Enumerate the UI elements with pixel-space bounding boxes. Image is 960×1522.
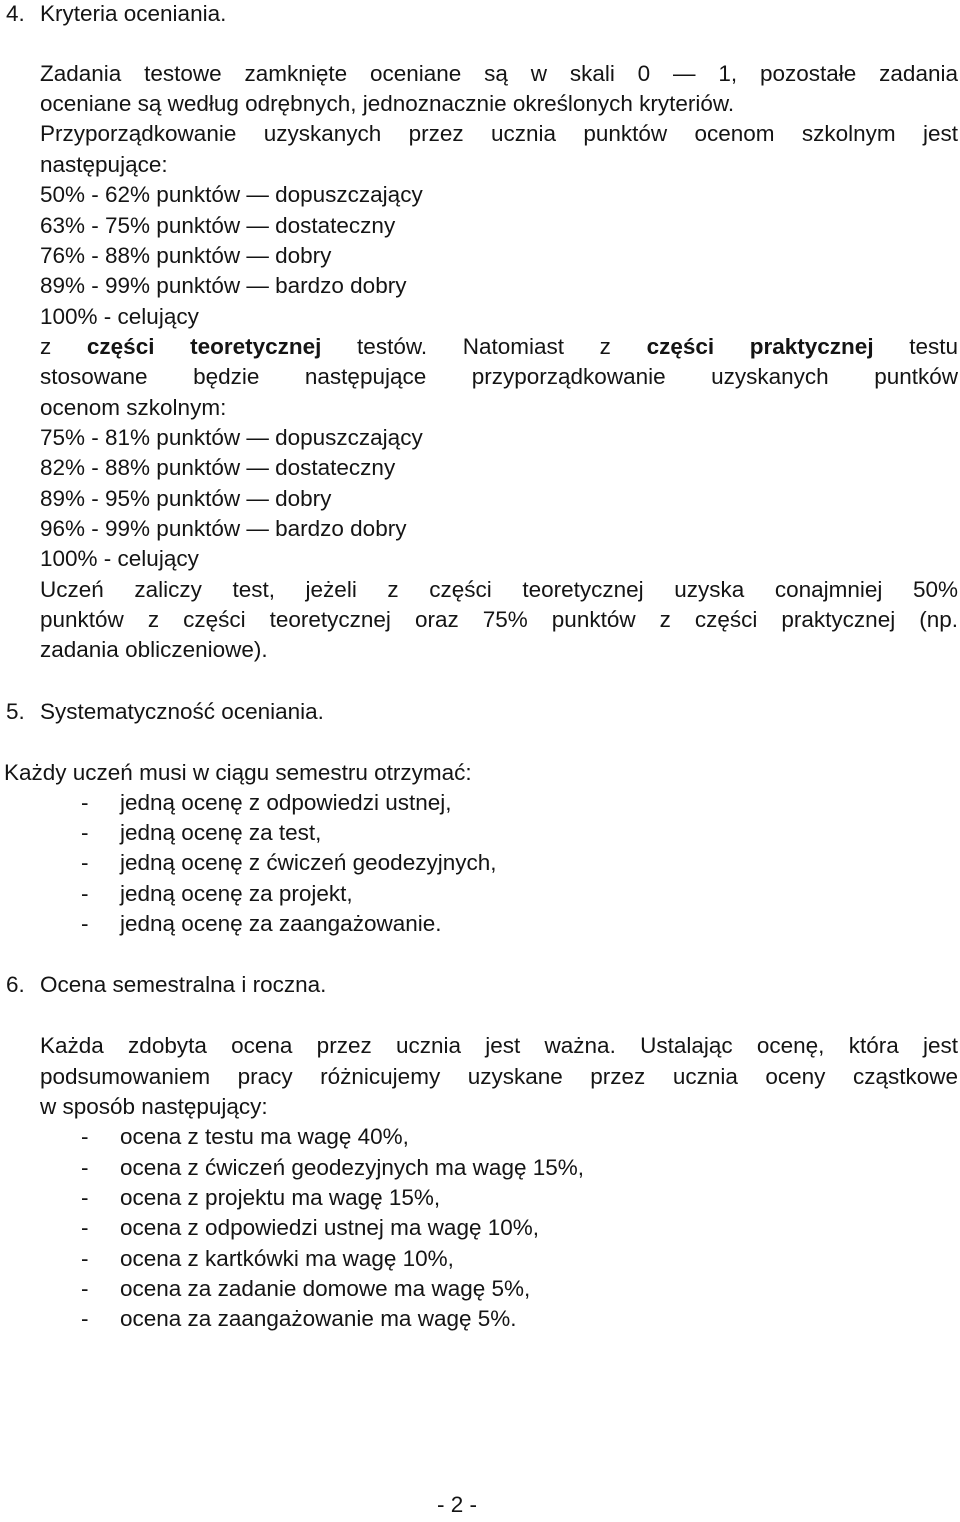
section-4-number: 4. xyxy=(6,1,25,26)
required-grade-item: jedną ocenę za zaangażowanie. xyxy=(120,911,442,936)
list-dash: - xyxy=(81,820,89,845)
list-dash: - xyxy=(81,1306,89,1331)
weight-item: ocena za zaangażowanie ma wagę 5%. xyxy=(120,1306,517,1331)
practice-scale-item: 100% - celujący xyxy=(40,546,199,571)
theory-scale-item: 63% - 75% punktów — dostateczny xyxy=(40,213,396,238)
section-6-para-line-3: w sposób następujący: xyxy=(40,1094,268,1119)
list-dash: - xyxy=(81,911,89,936)
text-fragment: testów. Natomiast z xyxy=(321,334,647,359)
theory-practice-line xyxy=(40,336,958,359)
list-dash: - xyxy=(81,881,89,906)
section-6-para-line-1: Każda zdobyta ocena przez ucznia jest ważna. Ustalając ocenę, która jest xyxy=(40,1033,958,1058)
list-dash: - xyxy=(81,850,89,875)
weight-item: ocena z testu ma wagę 40%, xyxy=(120,1124,409,1149)
theory-scale-item: 50% - 62% punktów — dopuszczający xyxy=(40,182,423,207)
section-4-assign-line-1: Przyporządkowanie uzyskanych przez ucznia punktów ocenom szkolnym jest xyxy=(40,121,958,146)
pass-rule-line-2: punktów z części teoretycznej oraz 75% punktów z części praktycznej (np. xyxy=(40,607,958,632)
page-number: - 2 - xyxy=(437,1492,478,1517)
practice-intro-line-2: ocenom szkolnym: xyxy=(40,395,227,420)
weight-item: ocena z projektu ma wagę 15%, xyxy=(120,1185,441,1210)
theory-scale-item: 100% - celujący xyxy=(40,304,199,329)
practice-scale-item: 96% - 99% punktów — bardzo dobry xyxy=(40,516,407,541)
list-dash: - xyxy=(81,790,89,815)
list-dash: - xyxy=(81,1155,89,1180)
section-5-number: 5. xyxy=(6,699,25,724)
section-5-title: Systematyczność oceniania. xyxy=(40,699,324,724)
practice-intro-line-1: stosowane będzie następujące przyporządkowanie uzyskanych puntków xyxy=(40,364,958,389)
weight-item: ocena z odpowiedzi ustnej ma wagę 10%, xyxy=(120,1215,540,1240)
list-dash: - xyxy=(81,1215,89,1240)
required-grade-item: jedną ocenę z ćwiczeń geodezyjnych, xyxy=(120,850,497,875)
section-6-title: Ocena semestralna i roczna. xyxy=(40,972,327,997)
section-4-intro-line-1: Zadania testowe zamknięte oceniane są w skali 0 — 1, pozostałe zadania xyxy=(40,61,958,86)
text-fragment: z xyxy=(40,334,87,359)
practice-scale-item: 89% - 95% punktów — dobry xyxy=(40,486,332,511)
section-6-para-line-2: podsumowaniem pracy różnicujemy uzyskane przez ucznia oceny cząstkowe xyxy=(40,1064,958,1089)
practice-scale-item: 82% - 88% punktów — dostateczny xyxy=(40,455,396,480)
theory-scale-item: 76% - 88% punktów — dobry xyxy=(40,243,332,268)
list-dash: - xyxy=(81,1246,89,1271)
section-4-assign-line-2: następujące: xyxy=(40,152,168,177)
section-5-intro: Każdy uczeń musi w ciągu semestru otrzymać: xyxy=(4,760,472,785)
theory-scale-item: 89% - 99% punktów — bardzo dobry xyxy=(40,273,407,298)
text-fragment: testu xyxy=(873,334,959,359)
bold-theory-part: części teoretycznej xyxy=(86,334,322,359)
list-dash: - xyxy=(81,1185,89,1210)
weight-item: ocena z kartkówki ma wagę 10%, xyxy=(120,1246,454,1271)
section-4-title: Kryteria oceniania. xyxy=(40,1,227,26)
pass-rule-line-1: Uczeń zaliczy test, jeżeli z części teoretycznej uzyska conajmniej 50% xyxy=(40,577,958,602)
required-grade-item: jedną ocenę z odpowiedzi ustnej, xyxy=(120,790,452,815)
list-dash: - xyxy=(81,1124,89,1149)
section-4-intro-line-2: oceniane są według odrębnych, jednoznacznie określonych kryteriów. xyxy=(40,91,735,116)
bold-practice-part: części praktycznej xyxy=(646,334,874,359)
practice-scale-item: 75% - 81% punktów — dopuszczający xyxy=(40,425,423,450)
section-6-number: 6. xyxy=(6,972,25,997)
list-dash: - xyxy=(81,1276,89,1301)
required-grade-item: jedną ocenę za projekt, xyxy=(120,881,353,906)
weight-item: ocena z ćwiczeń geodezyjnych ma wagę 15%, xyxy=(120,1155,585,1180)
required-grade-item: jedną ocenę za test, xyxy=(120,820,322,845)
weight-item: ocena za zadanie domowe ma wagę 5%, xyxy=(120,1276,531,1301)
pass-rule-line-3: zadania obliczeniowe). xyxy=(40,637,268,662)
